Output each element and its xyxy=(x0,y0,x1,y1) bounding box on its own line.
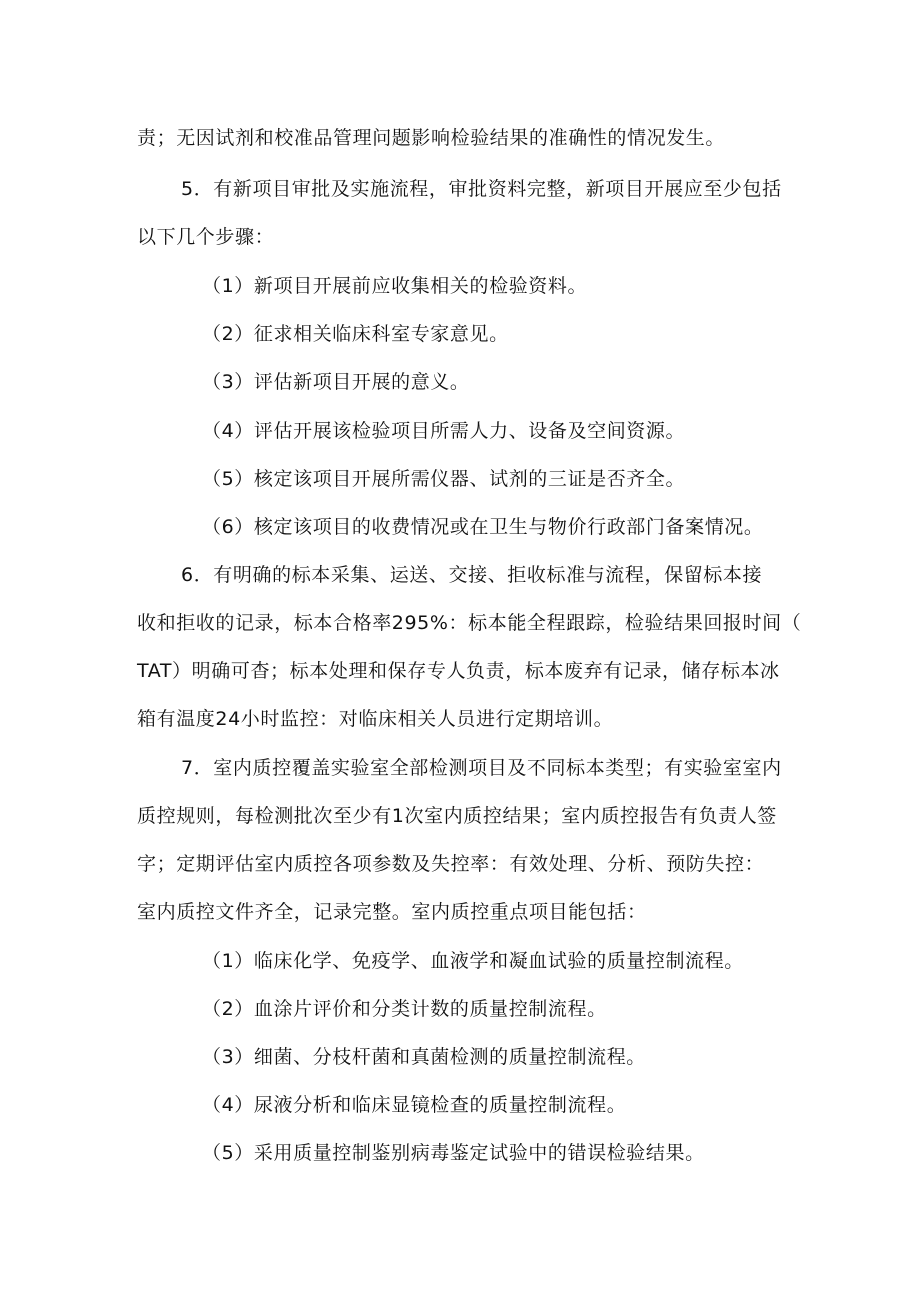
text-line: 室内质控文件齐全，记录完整。室内质控重点项目能包括： xyxy=(137,901,647,923)
text-line: TAT）明确可杳；标本处理和保存专人负责，标本废弃有记录，储存标本冰 xyxy=(137,660,780,682)
text-line: （2）征求相关临床科室专家意见。 xyxy=(202,323,509,345)
text-line: 质控规则，每检测批次至少有1次室内质控结果；室内质控报告有负责人签 xyxy=(137,805,777,827)
text-line: （3）评估新项目开展的意义。 xyxy=(202,371,470,393)
text-line: （5）采用质量控制鉴别病毒鉴定试验中的错误检验结果。 xyxy=(202,1142,705,1164)
text-line: （4）尿液分析和临床显镜检查的质量控制流程。 xyxy=(202,1094,627,1116)
text-line: （1）临床化学、免疫学、血液学和凝血试验的质量控制流程。 xyxy=(202,950,744,972)
text-line: （4）评估开展该检验项目所需人力、设备及空间资源。 xyxy=(202,420,686,442)
text-line: 以下几个步骤： xyxy=(137,226,275,248)
text-line: 字；定期评估室内质控各项参数及失控率：有效处理、分析、预防失控： xyxy=(137,853,765,875)
text-line: 收和拒收的记录，标本合格率295%：标本能全程跟踪，检验结果回报时间（ xyxy=(137,612,802,634)
text-line: （1）新项目开展前应收集相关的检验资料。 xyxy=(202,275,588,297)
text-line: （6）核定该项目的收费情况或在卫生与物价行政部门备案情况。 xyxy=(202,516,764,538)
text-line: 6．有明确的标本采集、运送、交接、拒收标准与流程，保留标本接 xyxy=(181,564,763,586)
text-line: 5．有新项目审批及实施流程，审批资料完整，新项目开展应至少包括 xyxy=(181,178,782,200)
text-line: 责；无因试剂和校准品管理问题影响检验结果的准确性的情况发生。 xyxy=(137,127,726,149)
text-line: 箱有温度24小时监控：对临床相关人员进行定期培训。 xyxy=(137,708,614,730)
text-line: 7．室内质控覆盖实验室全部检测项目及不同标本类型；有实验室室内 xyxy=(181,757,782,779)
text-line: （3）细菌、分枝杆菌和真菌检测的质量控制流程。 xyxy=(202,1046,646,1068)
text-line: （2）血涂片评价和分类计数的质量控制流程。 xyxy=(202,998,607,1020)
text-line: （5）核定该项目开展所需仪器、试剂的三证是否齐全。 xyxy=(202,468,686,490)
